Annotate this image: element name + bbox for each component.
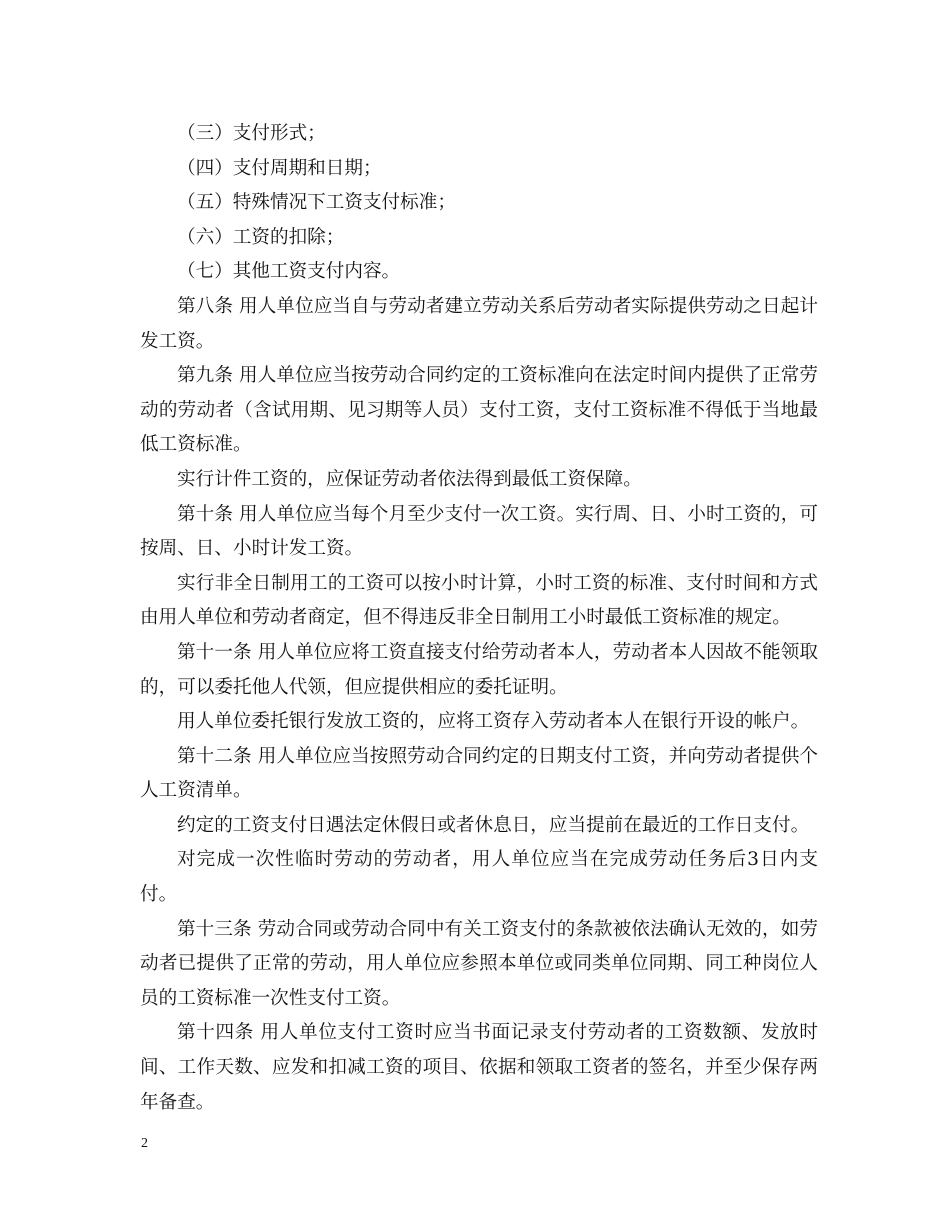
part-time-wage-paragraph: 实行非全日制用工的工资可以按小时计算，小时工资的标准、支付时间和方式由用人单位和劳动者商定，但不得违反非全日制用工小时最低工资标准的规定。 — [140, 572, 818, 629]
holiday-payday-paragraph: 约定的工资支付日遇法定休假日或者休息日，应当提前在最近的工作日支付。 — [177, 814, 810, 836]
article-12: 第十二条 用人单位应当按照劳动合同约定的日期支付工资，并向劳动者提供个人工资清单。 — [140, 745, 818, 802]
paragraph-item-5: （五）特殊情况下工资支付标准； — [177, 192, 456, 214]
piece-rate-paragraph: 实行计件工资的，应保证劳动者依法得到最低工资保障。 — [177, 468, 642, 490]
article-8: 第八条 用人单位应当自与劳动者建立劳动关系后劳动者实际提供劳动之日起计发工资。 — [140, 295, 818, 352]
paragraph-item-3: （三）支付形式； — [177, 123, 326, 144]
article-9: 第九条 用人单位应当按劳动合同约定的工资标准向在法定时间内提供了正常劳动的劳动者（含试用期、见习期等人员）支付工资，支付工资标准不得低于当地最低工资标准。 — [140, 365, 818, 456]
paragraph-item-4: （四）支付周期和日期； — [177, 157, 382, 179]
paragraph-item-6: （六）工资的扣除； — [177, 226, 345, 248]
document-body — [140, 117, 818, 1120]
paragraph-item-7: （七）其他工资支付内容。 — [177, 261, 401, 283]
article-11: 第十一条 用人单位应将工资直接支付给劳动者本人，劳动者本人因故不能领取的，可以委托他人代领，但应提供相应的委托证明。 — [140, 641, 818, 698]
article-14: 第十四条 用人单位支付工资时应当书面记录支付劳动者的工资数额、发放时间、工作天数、应发和扣减工资的项目、依据和领取工资者的签名，并至少保存两年备查。 — [140, 1022, 818, 1113]
temporary-labor-paragraph: 对完成一次性临时劳动的劳动者，用人单位应当在完成劳动任务后3日内支付。 — [140, 849, 818, 906]
bank-payment-paragraph: 用人单位委托银行发放工资的，应将工资存入劳动者本人在银行开设的帐户。 — [177, 711, 810, 733]
page-number: 2 — [141, 1136, 148, 1151]
article-10: 第十条 用人单位应当每个月至少支付一次工资。实行周、日、小时工资的，可按周、日、小时计发工资。 — [140, 503, 818, 560]
article-13: 第十三条 劳动合同或劳动合同中有关工资支付的条款被依法确认无效的，如劳动者已提供了正常的劳动，用人单位应参照本单位或同类单位同期、同工种岗位人员的工资标准一次性支付工资。 — [140, 918, 818, 1009]
